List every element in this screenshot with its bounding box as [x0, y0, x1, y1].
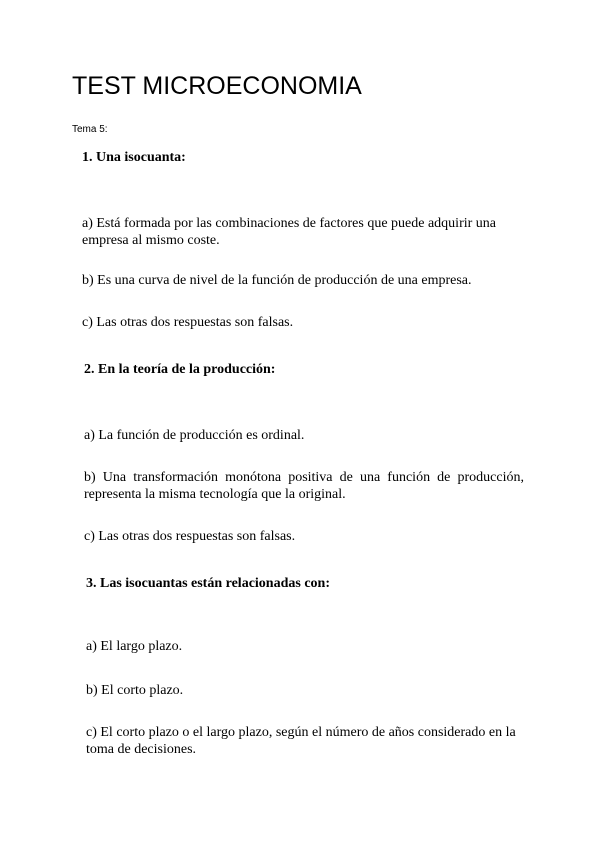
question-2-option-a: a) La función de producción es ordinal.: [84, 428, 305, 443]
document-title: TEST MICROECONOMIA: [72, 72, 362, 100]
question-3-option-b: b) El corto plazo.: [86, 683, 184, 698]
question-2-option-c: c) Las otras dos respuestas son falsas.: [84, 529, 296, 544]
question-2-option-b: b) Una transformación monótona positiva de una función de producción, representa la misma tecnología que la original.: [84, 470, 524, 502]
question-2-heading: 2. En la teoría de la producción:: [84, 362, 276, 377]
question-3-heading: 3. Las isocuantas están relacionadas con:: [86, 576, 330, 591]
question-1-option-a: a) Está formada por las combinaciones de factores que puede adquirir una empresa al mismo coste.: [82, 216, 496, 248]
question-1-option-b: b) Es una curva de nivel de la función de producción de una empresa.: [82, 273, 472, 288]
question-3-option-a: a) El largo plazo.: [86, 639, 183, 654]
question-1-heading: 1. Una isocuanta:: [82, 150, 186, 165]
question-3-option-c: c) El corto plazo o el largo plazo, según el número de años considerado en la toma de decisiones.: [86, 725, 516, 757]
question-1-option-c: c) Las otras dos respuestas son falsas.: [82, 315, 294, 330]
document-subtitle: Tema 5:: [72, 124, 108, 135]
